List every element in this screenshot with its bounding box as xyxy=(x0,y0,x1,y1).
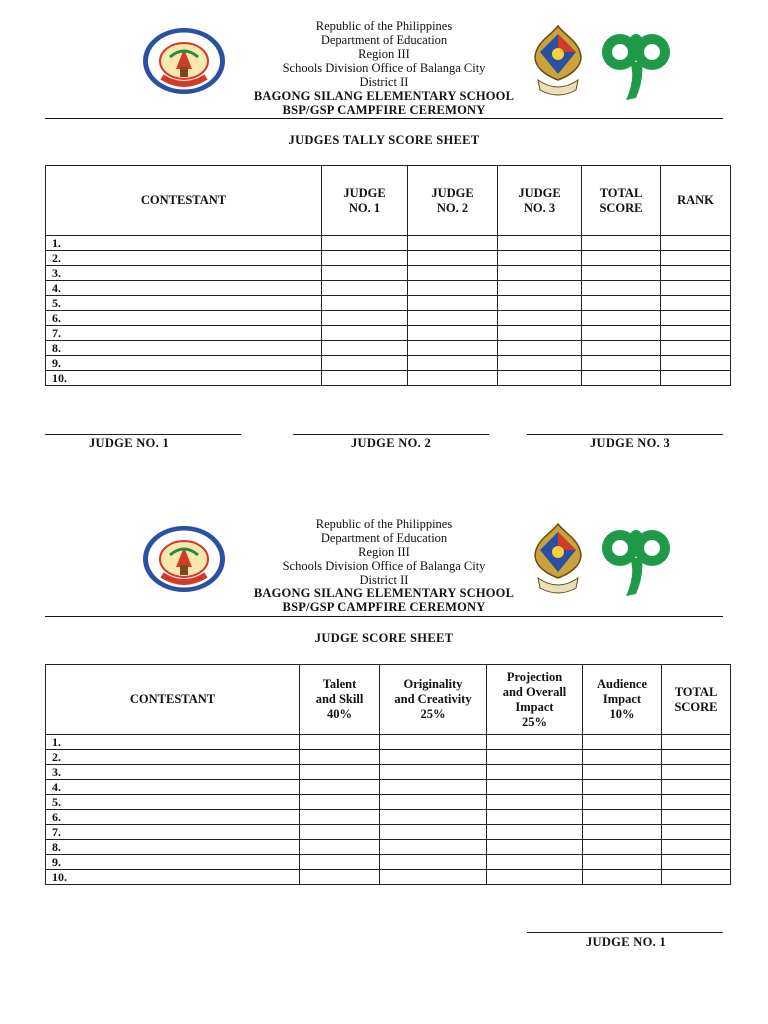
bsp-emblem-logo xyxy=(530,522,586,602)
col-total-score xyxy=(662,665,731,735)
table-row xyxy=(46,236,731,251)
row-number: 5. xyxy=(46,795,300,810)
row-number: 2. xyxy=(46,750,300,765)
header-divider-bottom xyxy=(45,616,723,617)
row-number: 3. xyxy=(46,765,300,780)
col-orig-c: 25% xyxy=(420,707,446,721)
bsp-emblem-logo xyxy=(530,24,586,104)
col-judge-2-a: JUDGE xyxy=(431,185,474,200)
col-projection xyxy=(487,665,583,735)
col-talent-a: Talent xyxy=(322,677,357,691)
signature-label-judge-1-bottom: JUDGE NO. 1 xyxy=(585,935,667,949)
col-judge-3-b: NO. 3 xyxy=(523,200,556,215)
table-row xyxy=(46,281,731,296)
table-row xyxy=(46,870,731,885)
table-row xyxy=(46,750,731,765)
tally-rows xyxy=(46,236,731,386)
row-number: 7. xyxy=(46,326,322,341)
row-number: 1. xyxy=(46,236,322,251)
col-orig-a: Originality xyxy=(403,677,463,691)
signature-line-judge-2[interactable] xyxy=(293,434,489,435)
col-proj-c: Impact xyxy=(515,699,554,714)
signature-line-judge-1-bottom[interactable] xyxy=(527,932,723,933)
table-row xyxy=(46,765,731,780)
header-line-2: Department of Education xyxy=(320,531,448,545)
signature-label-judge-2: JUDGE NO. 2 xyxy=(350,436,432,450)
signature-label-judge-1: JUDGE NO. 1 xyxy=(88,436,170,450)
col-total-score xyxy=(582,166,661,236)
judge-score-rows xyxy=(46,735,731,885)
table-row xyxy=(46,840,731,855)
table-row xyxy=(46,356,731,371)
judge-score-table xyxy=(45,664,731,885)
col-aud-c: 10% xyxy=(609,707,635,721)
col-aud-b: Impact xyxy=(602,692,642,706)
col-judge-1-a: JUDGE xyxy=(343,185,386,200)
tally-title: JUDGES TALLY SCORE SHEET xyxy=(288,133,480,147)
table-row xyxy=(46,341,731,356)
school-name: BAGONG SILANG ELEMENTARY SCHOOL xyxy=(253,89,515,103)
col-judge-2 xyxy=(408,166,498,236)
table-row xyxy=(46,296,731,311)
header-divider-top xyxy=(45,118,723,119)
col-contestant: CONTESTANT xyxy=(46,665,300,735)
col-orig-b: and Creativity xyxy=(394,692,472,706)
col-aud-a: Audience xyxy=(597,677,647,691)
table-row xyxy=(46,780,731,795)
header-line-5: District II xyxy=(359,573,409,587)
row-number: 6. xyxy=(46,311,322,326)
table-row xyxy=(46,825,731,840)
col-contestant: CONTESTANT xyxy=(46,166,322,236)
header-line-4: Schools Division Office of Balanga City xyxy=(282,61,486,75)
col-judge-3-a: JUDGE xyxy=(518,185,561,200)
row-number: 10. xyxy=(46,371,322,386)
table-row xyxy=(46,266,731,281)
col-rank: RANK xyxy=(661,166,731,236)
row-number: 4. xyxy=(46,780,300,795)
col-total-a: TOTAL xyxy=(599,185,643,200)
table-row xyxy=(46,735,731,750)
col-judge-1-b: NO. 1 xyxy=(348,200,381,215)
gsp-trefoil-logo xyxy=(596,22,676,104)
table-row xyxy=(46,326,731,341)
row-number: 2. xyxy=(46,251,322,266)
table-row xyxy=(46,251,731,266)
row-number: 9. xyxy=(46,855,300,870)
row-number: 4. xyxy=(46,281,322,296)
event-name: BSP/GSP CAMPFIRE CEREMONY xyxy=(282,103,486,117)
signature-line-judge-3[interactable] xyxy=(527,434,723,435)
col-judge-1 xyxy=(322,166,408,236)
header-line-1: Republic of the Philippines xyxy=(315,517,453,531)
tally-table xyxy=(45,165,731,386)
row-number: 8. xyxy=(46,341,322,356)
table-row xyxy=(46,855,731,870)
header-line-5: District II xyxy=(359,75,409,89)
header-line-4: Schools Division Office of Balanga City xyxy=(282,559,486,573)
signature-label-judge-3: JUDGE NO. 3 xyxy=(589,436,671,450)
row-number: 1. xyxy=(46,735,300,750)
table-row xyxy=(46,371,731,386)
col-proj-d: 25% xyxy=(522,714,547,729)
header-line-2: Department of Education xyxy=(320,33,448,47)
judge-sheet-title: JUDGE SCORE SHEET xyxy=(314,631,454,645)
gsp-trefoil-logo xyxy=(596,518,676,600)
col-talent-skill xyxy=(300,665,380,735)
col-proj-b: and Overall xyxy=(502,684,567,699)
row-number: 7. xyxy=(46,825,300,840)
header-line-3: Region III xyxy=(358,47,410,61)
header-line-3: Region III xyxy=(358,545,410,559)
col-originality xyxy=(380,665,487,735)
row-number: 5. xyxy=(46,296,322,311)
table-row xyxy=(46,311,731,326)
col-talent-b: and Skill xyxy=(315,692,364,706)
col-talent-c: 40% xyxy=(327,707,352,721)
row-number: 6. xyxy=(46,810,300,825)
row-number: 10. xyxy=(46,870,300,885)
event-name: BSP/GSP CAMPFIRE CEREMONY xyxy=(282,600,486,614)
col-judge-2-b: NO. 2 xyxy=(436,200,469,215)
table-row xyxy=(46,795,731,810)
row-number: 8. xyxy=(46,840,300,855)
signature-line-judge-1[interactable] xyxy=(45,434,241,435)
col-total-b: SCORE xyxy=(599,200,643,215)
table-row xyxy=(46,810,731,825)
row-number: 9. xyxy=(46,356,322,371)
col-proj-a: Projection xyxy=(506,669,563,684)
row-number: 3. xyxy=(46,266,322,281)
header-line-1: Republic of the Philippines xyxy=(315,19,453,33)
school-name: BAGONG SILANG ELEMENTARY SCHOOL xyxy=(253,586,515,600)
col-total-a: TOTAL xyxy=(674,684,718,699)
col-total-b: SCORE xyxy=(674,699,718,714)
col-audience-impact xyxy=(583,665,662,735)
col-judge-3 xyxy=(498,166,582,236)
